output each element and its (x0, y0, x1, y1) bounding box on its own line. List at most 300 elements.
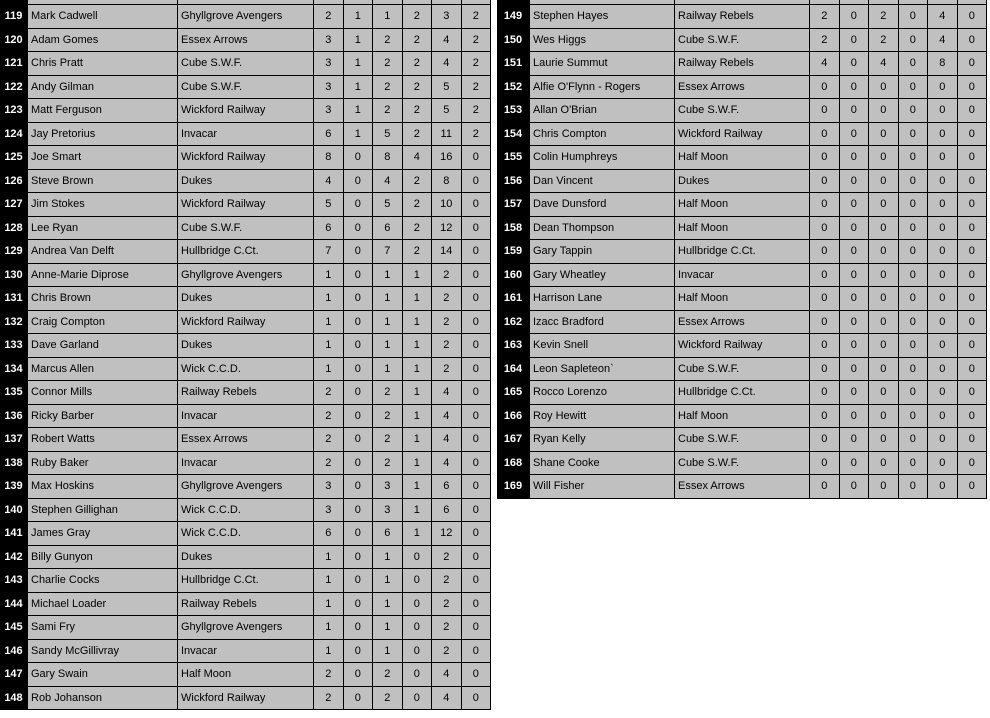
stat-cell[interactable]: 0 (958, 334, 988, 358)
stat-cell[interactable]: 0 (462, 452, 492, 476)
stat-cell[interactable]: 0 (344, 405, 374, 429)
stat-cell[interactable]: 0 (958, 240, 988, 264)
team-name-cell[interactable]: Wick C.C.D. (178, 522, 314, 546)
stat-cell[interactable]: 0 (840, 311, 870, 335)
stat-cell[interactable]: 1 (403, 381, 433, 405)
stat-cell[interactable]: 4 (432, 687, 462, 711)
stat-cell[interactable]: 4 (432, 29, 462, 53)
player-name-cell[interactable]: Gary Swain (28, 663, 178, 687)
stat-cell[interactable]: 1 (403, 287, 433, 311)
stat-cell[interactable]: 2 (403, 99, 433, 123)
player-name-cell[interactable]: Jim Stokes (28, 193, 178, 217)
row-number-cell[interactable]: 123 (0, 99, 28, 123)
stat-cell[interactable]: 1 (373, 334, 403, 358)
team-name-cell[interactable]: Railway Rebels (178, 593, 314, 617)
player-name-cell[interactable]: Mark Cadwell (28, 5, 178, 29)
stat-cell[interactable]: 1 (314, 311, 344, 335)
stat-cell[interactable]: 2 (314, 428, 344, 452)
player-name-cell[interactable]: Harrison Lane (530, 287, 675, 311)
stat-cell[interactable]: 0 (344, 593, 374, 617)
stat-cell[interactable]: 2 (432, 264, 462, 288)
row-number-cell[interactable]: 121 (0, 52, 28, 76)
team-name-cell[interactable]: Cube S.W.F. (675, 29, 810, 53)
stat-cell[interactable]: 0 (462, 640, 492, 664)
row-number-cell[interactable]: 142 (0, 546, 28, 570)
row-number-cell[interactable]: 155 (497, 146, 530, 170)
stat-cell[interactable]: 4 (432, 381, 462, 405)
stat-cell[interactable]: 0 (958, 170, 988, 194)
stat-cell[interactable]: 1 (403, 358, 433, 382)
row-number-cell[interactable]: 136 (0, 405, 28, 429)
player-name-cell[interactable]: Shane Cooke (530, 452, 675, 476)
stat-cell[interactable]: 0 (344, 334, 374, 358)
team-name-cell[interactable]: Dukes (178, 334, 314, 358)
stat-cell[interactable]: 0 (899, 381, 929, 405)
stat-cell[interactable]: 1 (314, 334, 344, 358)
player-name-cell[interactable]: Wes Higgs (530, 29, 675, 53)
stat-cell[interactable]: 0 (928, 123, 958, 147)
stat-cell[interactable]: 0 (899, 123, 929, 147)
team-name-cell[interactable]: Dukes (178, 287, 314, 311)
stat-cell[interactable]: 0 (928, 452, 958, 476)
team-name-cell[interactable]: Ghyllgrove Avengers (178, 264, 314, 288)
player-name-cell[interactable]: Chris Compton (530, 123, 675, 147)
stat-cell[interactable]: 2 (403, 217, 433, 241)
stat-cell[interactable]: 0 (899, 99, 929, 123)
team-name-cell[interactable]: Cube S.W.F. (178, 52, 314, 76)
row-number-cell[interactable]: 141 (0, 522, 28, 546)
stat-cell[interactable]: 1 (344, 123, 374, 147)
stat-cell[interactable]: 1 (373, 5, 403, 29)
stat-cell[interactable]: 2 (373, 663, 403, 687)
stat-cell[interactable]: 0 (899, 217, 929, 241)
player-name-cell[interactable]: Leon Sapleteon` (530, 358, 675, 382)
stat-cell[interactable]: 1 (314, 264, 344, 288)
player-name-cell[interactable]: Gary Wheatley (530, 264, 675, 288)
stat-cell[interactable]: 0 (958, 358, 988, 382)
stat-cell[interactable]: 0 (869, 146, 899, 170)
player-name-cell[interactable]: Sami Fry (28, 616, 178, 640)
row-number-cell[interactable]: 154 (497, 123, 530, 147)
stat-cell[interactable]: 0 (928, 193, 958, 217)
stat-cell[interactable]: 0 (869, 240, 899, 264)
stat-cell[interactable]: 0 (344, 264, 374, 288)
row-number-cell[interactable]: 161 (497, 287, 530, 311)
stat-cell[interactable]: 0 (928, 170, 958, 194)
stat-cell[interactable]: 2 (314, 687, 344, 711)
stat-cell[interactable]: 2 (869, 29, 899, 53)
stat-cell[interactable]: 0 (899, 475, 929, 499)
player-name-cell[interactable]: Chris Pratt (28, 52, 178, 76)
stat-cell[interactable]: 0 (810, 287, 840, 311)
stat-cell[interactable]: 1 (373, 616, 403, 640)
row-number-cell[interactable]: 131 (0, 287, 28, 311)
stat-cell[interactable]: 1 (314, 616, 344, 640)
stat-cell[interactable]: 0 (928, 428, 958, 452)
stat-cell[interactable]: 0 (810, 405, 840, 429)
stat-cell[interactable]: 6 (373, 217, 403, 241)
stat-cell[interactable]: 0 (869, 170, 899, 194)
stat-cell[interactable]: 12 (432, 522, 462, 546)
stat-cell[interactable]: 1 (314, 287, 344, 311)
row-number-cell[interactable]: 138 (0, 452, 28, 476)
row-number-cell[interactable]: 124 (0, 123, 28, 147)
stat-cell[interactable]: 0 (869, 287, 899, 311)
stat-cell[interactable]: 4 (810, 52, 840, 76)
stat-cell[interactable]: 0 (869, 381, 899, 405)
stat-cell[interactable]: 8 (373, 146, 403, 170)
stat-cell[interactable]: 0 (958, 405, 988, 429)
player-name-cell[interactable]: Max Hoskins (28, 475, 178, 499)
player-name-cell[interactable]: Allan O'Brian (530, 99, 675, 123)
player-name-cell[interactable]: James Gray (28, 522, 178, 546)
stat-cell[interactable]: 3 (432, 5, 462, 29)
stat-cell[interactable]: 0 (840, 76, 870, 100)
player-name-cell[interactable]: Alfie O'Flynn - Rogers (530, 76, 675, 100)
team-name-cell[interactable]: Invacar (178, 123, 314, 147)
team-name-cell[interactable]: Hullbridge C.Ct. (178, 240, 314, 264)
stat-cell[interactable]: 1 (314, 640, 344, 664)
stat-cell[interactable]: 2 (314, 663, 344, 687)
stat-cell[interactable]: 2 (403, 240, 433, 264)
stat-cell[interactable]: 2 (432, 640, 462, 664)
stat-cell[interactable]: 0 (869, 264, 899, 288)
team-name-cell[interactable]: Wick C.C.D. (178, 358, 314, 382)
stat-cell[interactable]: 0 (958, 146, 988, 170)
stat-cell[interactable]: 2 (373, 381, 403, 405)
stat-cell[interactable]: 0 (899, 240, 929, 264)
stat-cell[interactable]: 0 (462, 499, 492, 523)
player-name-cell[interactable]: Gary Tappin (530, 240, 675, 264)
team-name-cell[interactable]: Ghyllgrove Avengers (178, 616, 314, 640)
stat-cell[interactable]: 0 (928, 405, 958, 429)
stat-cell[interactable]: 1 (373, 569, 403, 593)
player-name-cell[interactable]: Will Fisher (530, 475, 675, 499)
stat-cell[interactable]: 4 (869, 52, 899, 76)
stat-cell[interactable]: 10 (432, 193, 462, 217)
stat-cell[interactable]: 0 (462, 475, 492, 499)
stat-cell[interactable]: 2 (403, 193, 433, 217)
stat-cell[interactable]: 0 (869, 217, 899, 241)
stat-cell[interactable]: 0 (462, 663, 492, 687)
row-number-cell[interactable]: 132 (0, 311, 28, 335)
stat-cell[interactable]: 1 (373, 264, 403, 288)
stat-cell[interactable]: 0 (840, 170, 870, 194)
stat-cell[interactable]: 5 (432, 99, 462, 123)
row-number-cell[interactable]: 162 (497, 311, 530, 335)
stat-cell[interactable]: 0 (403, 569, 433, 593)
stat-cell[interactable]: 2 (810, 29, 840, 53)
stat-cell[interactable]: 1 (373, 593, 403, 617)
stat-cell[interactable]: 1 (403, 475, 433, 499)
stat-cell[interactable]: 2 (373, 405, 403, 429)
stat-cell[interactable]: 0 (840, 358, 870, 382)
row-number-cell[interactable]: 134 (0, 358, 28, 382)
stat-cell[interactable]: 0 (344, 475, 374, 499)
row-number-cell[interactable]: 150 (497, 29, 530, 53)
stat-cell[interactable]: 2 (432, 358, 462, 382)
stat-cell[interactable]: 2 (462, 52, 492, 76)
stat-cell[interactable]: 0 (810, 123, 840, 147)
stat-cell[interactable]: 0 (462, 569, 492, 593)
stat-cell[interactable]: 0 (958, 264, 988, 288)
stat-cell[interactable]: 16 (432, 146, 462, 170)
stat-cell[interactable]: 0 (869, 193, 899, 217)
stat-cell[interactable]: 1 (344, 52, 374, 76)
stat-cell[interactable]: 2 (373, 687, 403, 711)
stat-cell[interactable]: 3 (314, 52, 344, 76)
team-name-cell[interactable]: Cube S.W.F. (178, 76, 314, 100)
stat-cell[interactable]: 0 (958, 29, 988, 53)
stat-cell[interactable]: 4 (432, 663, 462, 687)
stat-cell[interactable]: 0 (928, 240, 958, 264)
stat-cell[interactable]: 0 (928, 381, 958, 405)
stat-cell[interactable]: 0 (344, 311, 374, 335)
stat-cell[interactable]: 0 (840, 452, 870, 476)
stat-cell[interactable]: 0 (899, 29, 929, 53)
stat-cell[interactable]: 0 (403, 593, 433, 617)
row-number-cell[interactable]: 133 (0, 334, 28, 358)
stat-cell[interactable]: 6 (432, 475, 462, 499)
stat-cell[interactable]: 0 (840, 29, 870, 53)
team-name-cell[interactable]: Dukes (675, 170, 810, 194)
player-name-cell[interactable]: Andy Gilman (28, 76, 178, 100)
stat-cell[interactable]: 0 (958, 452, 988, 476)
team-name-cell[interactable]: Cube S.W.F. (675, 452, 810, 476)
stat-cell[interactable]: 0 (462, 522, 492, 546)
player-name-cell[interactable]: Ruby Baker (28, 452, 178, 476)
stat-cell[interactable]: 0 (810, 193, 840, 217)
row-number-cell[interactable]: 158 (497, 217, 530, 241)
stat-cell[interactable]: 0 (840, 334, 870, 358)
stat-cell[interactable]: 2 (403, 29, 433, 53)
team-name-cell[interactable]: Essex Arrows (675, 76, 810, 100)
stat-cell[interactable]: 4 (432, 52, 462, 76)
stat-cell[interactable]: 1 (314, 546, 344, 570)
stat-cell[interactable]: 0 (928, 99, 958, 123)
stat-cell[interactable]: 0 (810, 264, 840, 288)
player-name-cell[interactable]: Dean Thompson (530, 217, 675, 241)
player-name-cell[interactable]: Connor Mills (28, 381, 178, 405)
stat-cell[interactable]: 0 (344, 240, 374, 264)
player-name-cell[interactable]: Craig Compton (28, 311, 178, 335)
stat-cell[interactable]: 2 (462, 76, 492, 100)
player-name-cell[interactable]: Dan Vincent (530, 170, 675, 194)
team-name-cell[interactable]: Wickford Railway (178, 99, 314, 123)
stat-cell[interactable]: 0 (899, 264, 929, 288)
stat-cell[interactable]: 0 (462, 428, 492, 452)
stat-cell[interactable]: 8 (432, 170, 462, 194)
stat-cell[interactable]: 0 (462, 170, 492, 194)
stat-cell[interactable]: 0 (958, 287, 988, 311)
stat-cell[interactable]: 2 (432, 593, 462, 617)
stat-cell[interactable]: 2 (462, 99, 492, 123)
stat-cell[interactable]: 2 (314, 381, 344, 405)
stat-cell[interactable]: 2 (373, 428, 403, 452)
stat-cell[interactable]: 0 (840, 217, 870, 241)
stat-cell[interactable]: 1 (403, 452, 433, 476)
stat-cell[interactable]: 3 (373, 499, 403, 523)
row-number-cell[interactable]: 165 (497, 381, 530, 405)
stat-cell[interactable]: 0 (810, 217, 840, 241)
stat-cell[interactable]: 1 (403, 264, 433, 288)
stat-cell[interactable]: 0 (462, 264, 492, 288)
stat-cell[interactable]: 0 (869, 99, 899, 123)
stat-cell[interactable]: 5 (432, 76, 462, 100)
stat-cell[interactable]: 2 (373, 99, 403, 123)
player-name-cell[interactable]: Laurie Summut (530, 52, 675, 76)
stat-cell[interactable]: 0 (344, 640, 374, 664)
stat-cell[interactable]: 2 (314, 405, 344, 429)
team-name-cell[interactable]: Half Moon (178, 663, 314, 687)
team-name-cell[interactable]: Wickford Railway (178, 687, 314, 711)
stat-cell[interactable]: 3 (314, 76, 344, 100)
row-number-cell[interactable]: 153 (497, 99, 530, 123)
stat-cell[interactable]: 0 (928, 217, 958, 241)
stat-cell[interactable]: 0 (899, 452, 929, 476)
stat-cell[interactable]: 1 (344, 76, 374, 100)
stat-cell[interactable]: 2 (432, 546, 462, 570)
stat-cell[interactable]: 2 (869, 5, 899, 29)
stat-cell[interactable]: 4 (373, 170, 403, 194)
stat-cell[interactable]: 6 (432, 499, 462, 523)
player-name-cell[interactable]: Charlie Cocks (28, 569, 178, 593)
stat-cell[interactable]: 0 (462, 287, 492, 311)
team-name-cell[interactable]: Railway Rebels (675, 5, 810, 29)
team-name-cell[interactable]: Half Moon (675, 193, 810, 217)
stat-cell[interactable]: 0 (810, 170, 840, 194)
stat-cell[interactable]: 6 (373, 522, 403, 546)
stat-cell[interactable]: 0 (840, 405, 870, 429)
stat-cell[interactable]: 0 (462, 616, 492, 640)
row-number-cell[interactable]: 160 (497, 264, 530, 288)
player-name-cell[interactable]: Rob Johanson (28, 687, 178, 711)
player-name-cell[interactable]: Sandy McGillivray (28, 640, 178, 664)
stat-cell[interactable]: 2 (403, 52, 433, 76)
stat-cell[interactable]: 0 (958, 475, 988, 499)
stat-cell[interactable]: 8 (314, 146, 344, 170)
stat-cell[interactable]: 5 (373, 193, 403, 217)
team-name-cell[interactable]: Invacar (178, 452, 314, 476)
stat-cell[interactable]: 2 (432, 311, 462, 335)
stat-cell[interactable]: 0 (958, 217, 988, 241)
player-name-cell[interactable]: Marcus Allen (28, 358, 178, 382)
stat-cell[interactable]: 2 (373, 29, 403, 53)
row-number-cell[interactable]: 164 (497, 358, 530, 382)
team-name-cell[interactable]: Hullbridge C.Ct. (675, 240, 810, 264)
team-name-cell[interactable]: Cube S.W.F. (675, 99, 810, 123)
stat-cell[interactable]: 2 (432, 334, 462, 358)
stat-cell[interactable]: 0 (344, 569, 374, 593)
stat-cell[interactable]: 0 (462, 358, 492, 382)
stat-cell[interactable]: 0 (810, 240, 840, 264)
row-number-cell[interactable]: 135 (0, 381, 28, 405)
stat-cell[interactable]: 6 (314, 123, 344, 147)
team-name-cell[interactable]: Railway Rebels (178, 381, 314, 405)
stat-cell[interactable]: 3 (314, 99, 344, 123)
stat-cell[interactable]: 0 (810, 76, 840, 100)
row-number-cell[interactable]: 148 (0, 687, 28, 711)
team-name-cell[interactable]: Wickford Railway (178, 146, 314, 170)
stat-cell[interactable]: 0 (928, 146, 958, 170)
stat-cell[interactable]: 1 (373, 311, 403, 335)
stat-cell[interactable]: 0 (928, 334, 958, 358)
stat-cell[interactable]: 0 (810, 334, 840, 358)
stat-cell[interactable]: 1 (403, 428, 433, 452)
stat-cell[interactable]: 0 (899, 311, 929, 335)
stat-cell[interactable]: 0 (928, 358, 958, 382)
stat-cell[interactable]: 2 (462, 29, 492, 53)
stat-cell[interactable]: 0 (462, 334, 492, 358)
stat-cell[interactable]: 2 (432, 569, 462, 593)
stat-cell[interactable]: 0 (344, 358, 374, 382)
team-name-cell[interactable]: Wickford Railway (178, 193, 314, 217)
stat-cell[interactable]: 0 (899, 170, 929, 194)
team-name-cell[interactable]: Essex Arrows (675, 311, 810, 335)
team-name-cell[interactable]: Dukes (178, 546, 314, 570)
stat-cell[interactable]: 2 (373, 76, 403, 100)
team-name-cell[interactable]: Hullbridge C.Ct. (675, 381, 810, 405)
stat-cell[interactable]: 0 (869, 311, 899, 335)
stat-cell[interactable]: 0 (928, 287, 958, 311)
team-name-cell[interactable]: Hullbridge C.Ct. (178, 569, 314, 593)
stat-cell[interactable]: 4 (432, 452, 462, 476)
stat-cell[interactable]: 0 (840, 287, 870, 311)
stat-cell[interactable]: 14 (432, 240, 462, 264)
stat-cell[interactable]: 3 (373, 475, 403, 499)
stat-cell[interactable]: 0 (928, 311, 958, 335)
row-number-cell[interactable]: 168 (497, 452, 530, 476)
stat-cell[interactable]: 1 (373, 358, 403, 382)
stat-cell[interactable]: 1 (403, 334, 433, 358)
stat-cell[interactable]: 0 (840, 99, 870, 123)
player-name-cell[interactable]: Jay Pretorius (28, 123, 178, 147)
stat-cell[interactable]: 7 (373, 240, 403, 264)
row-number-cell[interactable]: 167 (497, 428, 530, 452)
stat-cell[interactable]: 2 (462, 5, 492, 29)
stat-cell[interactable]: 0 (958, 52, 988, 76)
stat-cell[interactable]: 2 (314, 5, 344, 29)
stat-cell[interactable]: 0 (928, 76, 958, 100)
stat-cell[interactable]: 1 (373, 287, 403, 311)
stat-cell[interactable]: 0 (958, 5, 988, 29)
row-number-cell[interactable]: 169 (497, 475, 530, 499)
stat-cell[interactable]: 0 (462, 311, 492, 335)
player-name-cell[interactable]: Lee Ryan (28, 217, 178, 241)
row-number-cell[interactable]: 151 (497, 52, 530, 76)
stat-cell[interactable]: 0 (840, 381, 870, 405)
team-name-cell[interactable]: Wick C.C.D. (178, 499, 314, 523)
team-name-cell[interactable]: Cube S.W.F. (675, 428, 810, 452)
row-number-cell[interactable]: 152 (497, 76, 530, 100)
player-name-cell[interactable]: Adam Gomes (28, 29, 178, 53)
stat-cell[interactable]: 1 (403, 405, 433, 429)
stat-cell[interactable]: 2 (373, 52, 403, 76)
player-name-cell[interactable]: Anne-Marie Diprose (28, 264, 178, 288)
stat-cell[interactable]: 5 (314, 193, 344, 217)
stat-cell[interactable]: 0 (958, 76, 988, 100)
stat-cell[interactable]: 1 (314, 593, 344, 617)
stat-cell[interactable]: 3 (314, 499, 344, 523)
stat-cell[interactable]: 0 (403, 663, 433, 687)
stat-cell[interactable]: 0 (344, 546, 374, 570)
row-number-cell[interactable]: 128 (0, 217, 28, 241)
stat-cell[interactable]: 1 (373, 640, 403, 664)
stat-cell[interactable]: 0 (928, 264, 958, 288)
row-number-cell[interactable]: 129 (0, 240, 28, 264)
stat-cell[interactable]: 0 (899, 334, 929, 358)
row-number-cell[interactable]: 159 (497, 240, 530, 264)
